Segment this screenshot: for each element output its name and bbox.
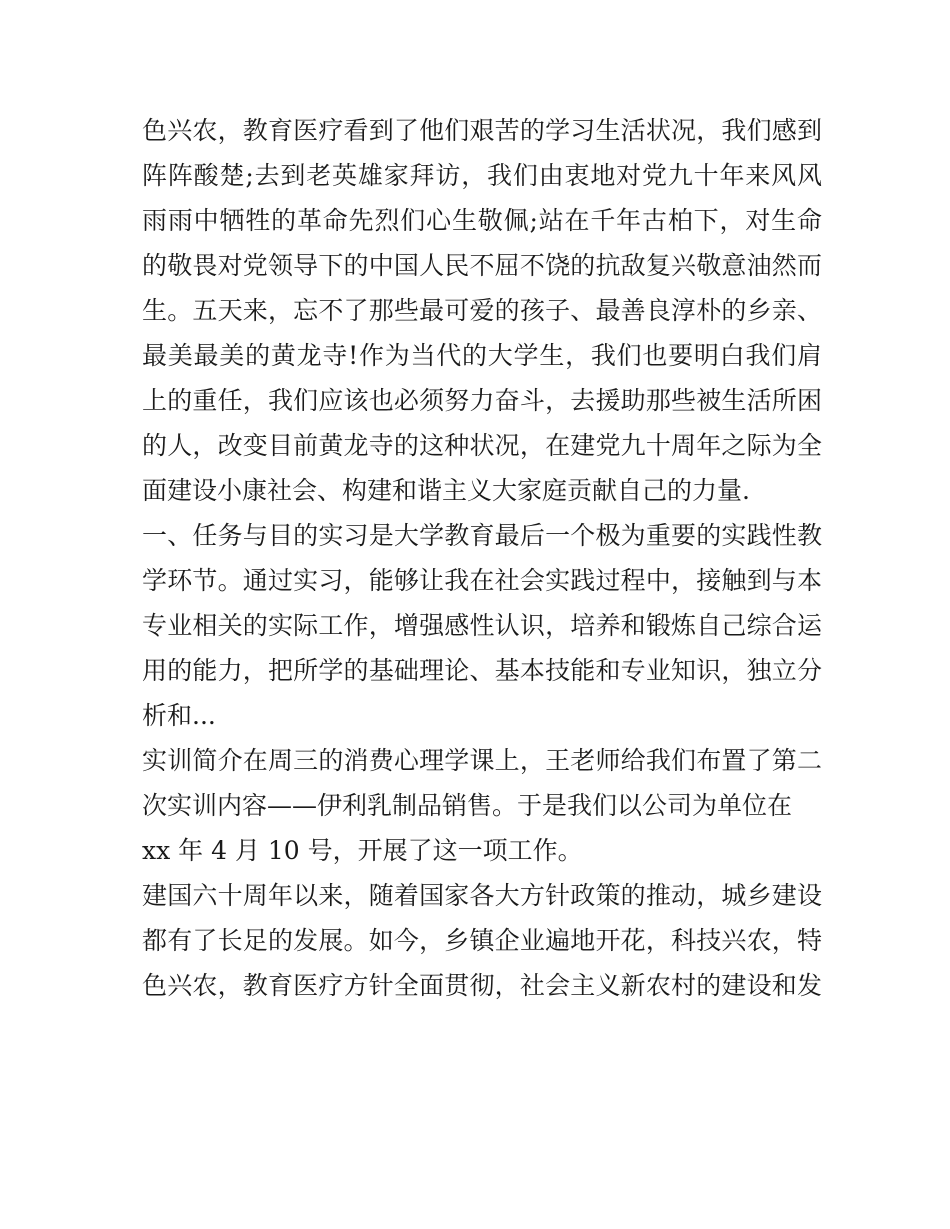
text-line: 的人，改变目前黄龙寺的这种状况，在建党九十周年之际为全 bbox=[142, 431, 822, 460]
body-text bbox=[142, 108, 822, 1008]
text-line: 次实训内容——伊利乳制品销售。于是我们以公司为单位在 bbox=[142, 791, 793, 820]
text-line: 学环节。通过实习，能够让我在社会实践过程中，接触到与本 bbox=[142, 566, 822, 595]
text-line: 阵阵酸楚;去到老英雄家拜访，我们由衷地对党九十年来风风 bbox=[142, 161, 822, 190]
text-line: 雨雨中牺牲的革命先烈们心生敬佩;站在千年古柏下，对生命 bbox=[142, 206, 822, 235]
text-line: 建国六十周年以来，随着国家各大方针政策的推动，城乡建设 bbox=[142, 881, 822, 910]
text-line: xx 年 4 月 10 号，开展了这一项工作。 bbox=[142, 836, 583, 865]
text-line: 一、任务与目的实习是大学教育最后一个极为重要的实践性教 bbox=[142, 521, 822, 550]
text-line: 生。五天来，忘不了那些最可爱的孩子、最善良淳朴的乡亲、 bbox=[142, 296, 822, 325]
text-line: 专业相关的实际工作，增强感性认识，培养和锻炼自己综合运 bbox=[142, 611, 822, 640]
text-line: 色兴农，教育医疗方针全面贯彻，社会主义新农村的建设和发 bbox=[142, 971, 822, 1000]
text-line: 析和... bbox=[142, 701, 216, 730]
text-line: 实训简介在周三的消费心理学课上，王老师给我们布置了第二 bbox=[142, 746, 822, 775]
text-line: 用的能力，把所学的基础理论、基本技能和专业知识，独立分 bbox=[142, 656, 822, 685]
text-line: 的敬畏对党领导下的中国人民不屈不饶的抗敌复兴敬意油然而 bbox=[142, 251, 822, 280]
text-line: 上的重任，我们应该也必须努力奋斗，去援助那些被生活所困 bbox=[142, 386, 822, 415]
text-line: 面建设小康社会、构建和谐主义大家庭贡献自己的力量. bbox=[142, 476, 750, 505]
text-line: 都有了长足的发展。如今，乡镇企业遍地开花，科技兴农，特 bbox=[142, 926, 822, 955]
text-line: 色兴农，教育医疗看到了他们艰苦的学习生活状况，我们感到 bbox=[142, 116, 822, 145]
text-line: 最美最美的黄龙寺!作为当代的大学生，我们也要明白我们肩 bbox=[142, 341, 822, 370]
